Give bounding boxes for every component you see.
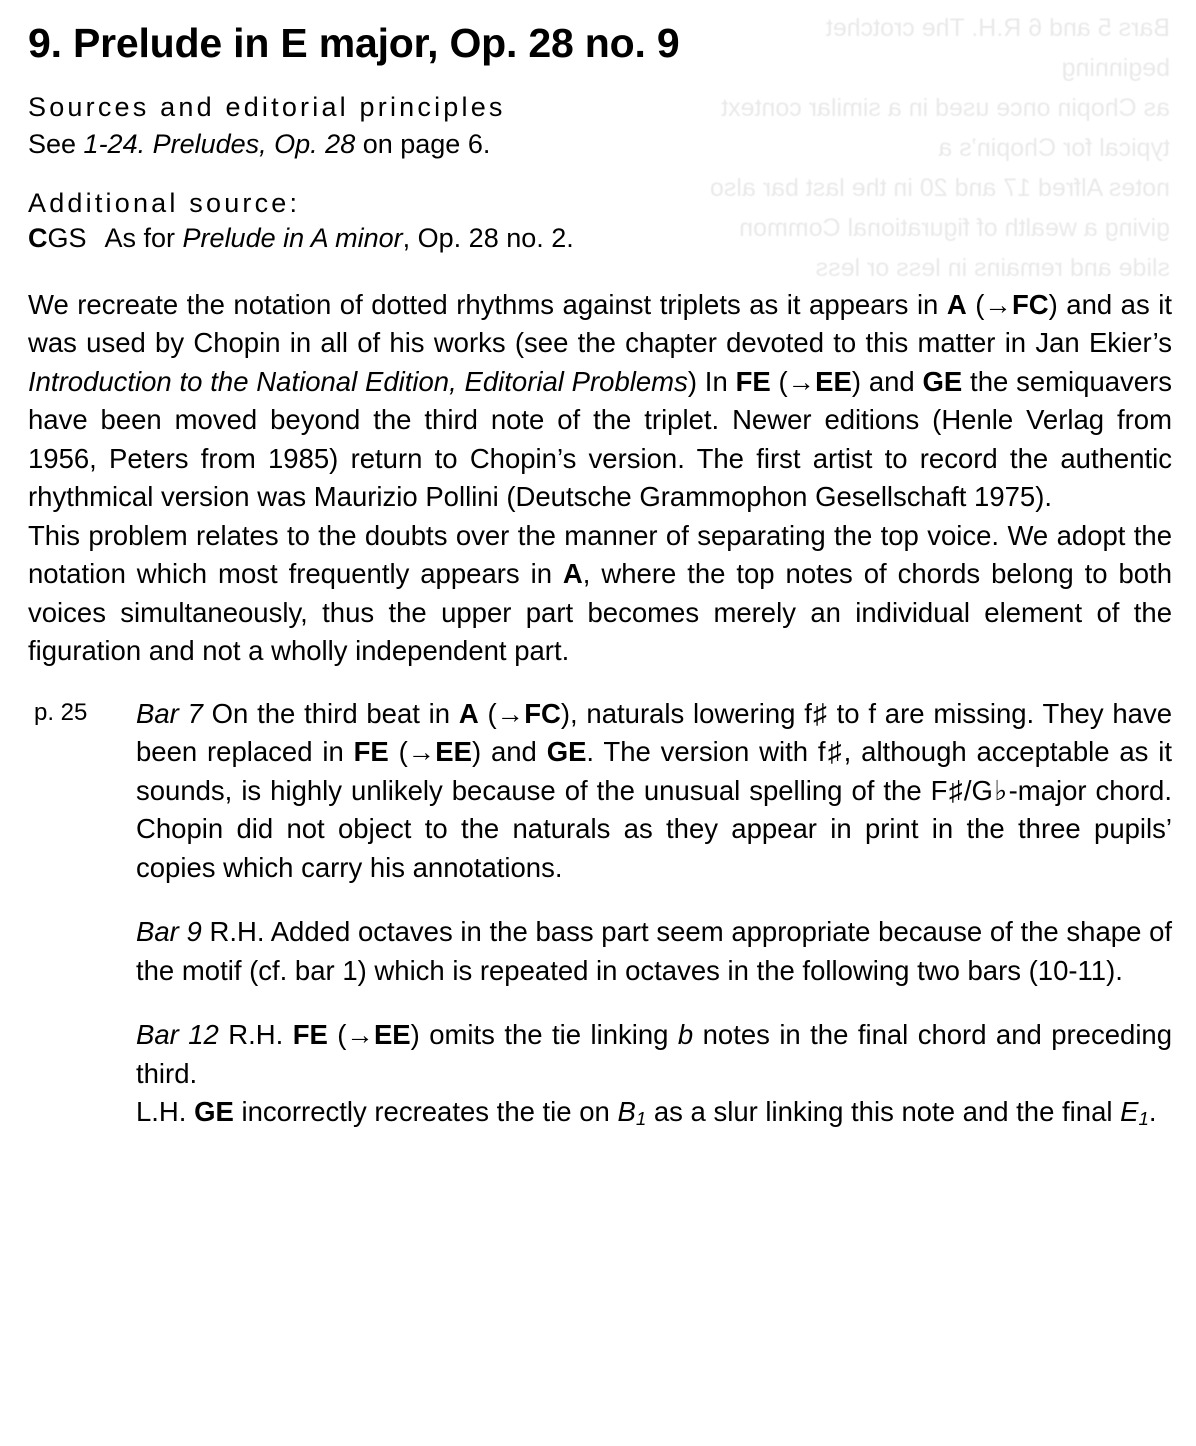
bleed-line: slide and remains in less or less	[815, 254, 1170, 282]
bleed-line: as Chopin once used in a similar context	[721, 94, 1170, 122]
bar-note-item: Bar 9 R.H. Added octaves in the bass part seem appropriate because of the shape of the motif (cf. bar 1) which is repeated in octaves in the following two bars (10-11).	[136, 916, 1173, 986]
additional-source-heading: Additional source:	[28, 187, 301, 218]
sources-see-suffix: on page 6.	[355, 128, 491, 159]
bar-notes-list	[136, 695, 1172, 1139]
additional-source-prefix: As for	[104, 222, 183, 253]
bleed-line: notes Alfred 17 and 20 in the last bar also	[709, 174, 1170, 202]
bar-notes-section	[28, 695, 1172, 1139]
bar-note-label: Bar 12	[136, 1019, 219, 1051]
bar-note-item: Bar 12 R.H. FE (→EE) omits the tie linking b notes in the final chord and preceding third. L.H. GE incorrectly recreates the tie on $B_1$ as a slur linking this note and the final $E_1$.	[136, 1019, 1173, 1130]
bar-note-label: Bar 7	[136, 697, 203, 729]
additional-source-entry	[28, 221, 1172, 256]
main-paragraph-1: We recreate the notation of dotted rhythms against triplets as it appears in A (→FC) and as it was used by Chopin in all of his works (see the chapter devoted to this matter in Jan Ekier’s Introduction to the National Edition, Editorial Problems) In FE (→EE) and GE the semiquavers have been moved beyond the third note of the triplet. Newer editions (Henle Verlag from 1956, Peters from 1985) return to Chopin’s version. The first artist to record the authentic rhythmical version was Maurizio Pollini (Deutsche Grammophon Gesellschaft 1975).	[28, 288, 1172, 513]
page-reference: p. 25	[34, 698, 88, 726]
additional-source-title: Prelude in A minor	[182, 222, 403, 253]
bleed-line: beginning	[1061, 54, 1170, 82]
sources-see-title: 1-24. Preludes, Op. 28	[83, 128, 356, 159]
sources-see-prefix: See	[28, 128, 84, 159]
bleed-line: Bars 5 and 6 R.H. The crotchet	[825, 14, 1170, 42]
source-sigla-rest: GS	[47, 222, 87, 253]
main-paragraph-2: This problem relates to the doubts over the manner of separating the top voice. We adopt the notation which most frequently appears in A, where the top notes of chords belong to both voices simultaneously, thus the upper part becomes merely an individual element of the figuration and not a wholly independent part.	[28, 519, 1172, 667]
page-title: 9. Prelude in E major, Op. 28 no. 9	[28, 20, 680, 66]
bleed-line: typical for Chopin’s a	[938, 134, 1170, 162]
bleed-line: giving a wealth of figurational Common	[739, 214, 1170, 242]
sources-heading: Sources and editorial principles	[28, 92, 506, 123]
source-sigla-initial: C	[28, 222, 48, 253]
bar-note-item: Bar 7 On the third beat in A (→FC), naturals lowering f♯ to f are missing. They have been replaced in FE (→EE) and GE. The version with f♯, although acceptable as it sounds, is highly unlikely because of the unusual spelling of the F♯/G♭-major chord. Chopin did not object to the naturals as they appear in print in the three pupils’ copies which carry his annotations.	[136, 697, 1173, 883]
bar-note-label: Bar 9	[136, 916, 202, 948]
additional-source-suffix: , Op. 28 no. 2.	[402, 222, 574, 253]
sources-reference	[28, 127, 1172, 162]
